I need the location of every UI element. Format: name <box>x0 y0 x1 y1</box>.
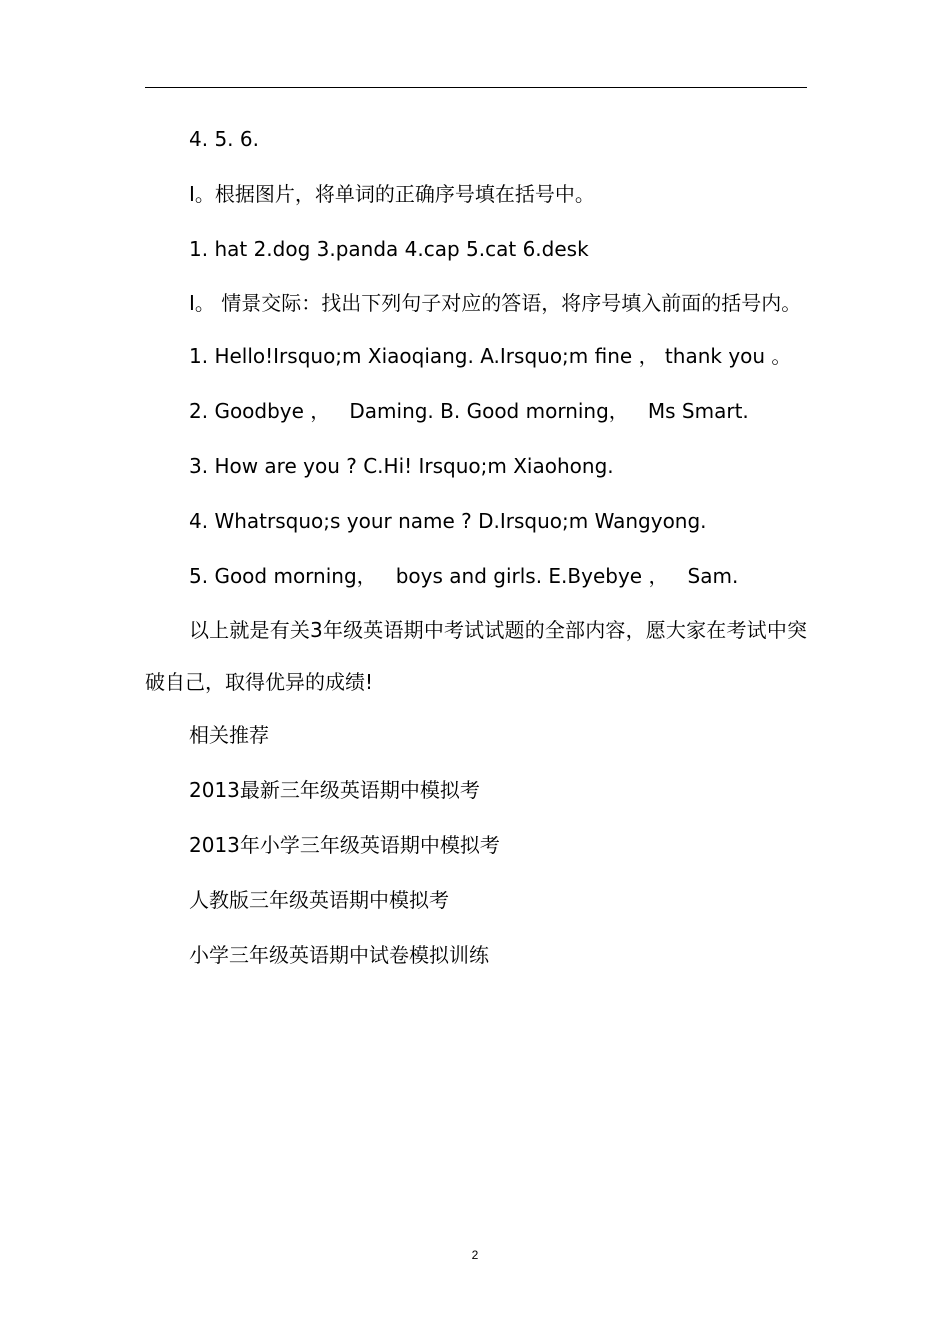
paragraph-dialogue-item-5: 5. Good morning， boys and girls. E.Byebye ， Sam. <box>189 564 739 588</box>
paragraph-related-heading: 相关推荐 <box>189 723 269 747</box>
paragraph-dialogue-item-2: 2. Goodbye ， Daming. B. Good morning， Ms Smart. <box>189 399 749 423</box>
paragraph-word-list: 1. hat 2.dog 3.panda 4.cap 5.cat 6.desk <box>189 237 589 261</box>
paragraph-section-instruction-picture: I。根据图片，将单词的正确序号填在括号中。 <box>189 182 595 206</box>
related-link-2[interactable]: 2013年小学三年级英语期中模拟考 <box>189 833 500 857</box>
document-body <box>145 112 807 983</box>
related-link-4[interactable]: 小学三年级英语期中试卷模拟训练 <box>189 943 489 967</box>
paragraph-dialogue-item-1: 1. Hello!Irsquo;m Xiaoqiang. A.Irsquo;m fine ， thank you 。 <box>189 344 792 368</box>
related-link-3[interactable]: 人教版三年级英语期中模拟考 <box>189 888 449 912</box>
paragraph-section-instruction-dialogue: I。 情景交际：找出下列句子对应的答语，将序号填入前面的括号内。 <box>189 291 802 315</box>
paragraph-dialogue-item-3: 3. How are you ? C.Hi! Irsquo;m Xiaohong. <box>189 454 614 478</box>
related-link-1[interactable]: 2013最新三年级英语期中模拟考 <box>189 778 480 802</box>
paragraph-conclusion: 以上就是有关3年级英语期中考试试题的全部内容，愿大家在考试中突破自己，取得优异的成绩! <box>145 618 807 694</box>
page-number: 2 <box>471 1248 479 1262</box>
paragraph-dialogue-item-4: 4. Whatrsquo;s your name ? D.Irsquo;m Wangyong. <box>189 509 707 533</box>
header-rule <box>145 87 807 88</box>
paragraph-question-numbers: 4. 5. 6. <box>189 127 259 151</box>
